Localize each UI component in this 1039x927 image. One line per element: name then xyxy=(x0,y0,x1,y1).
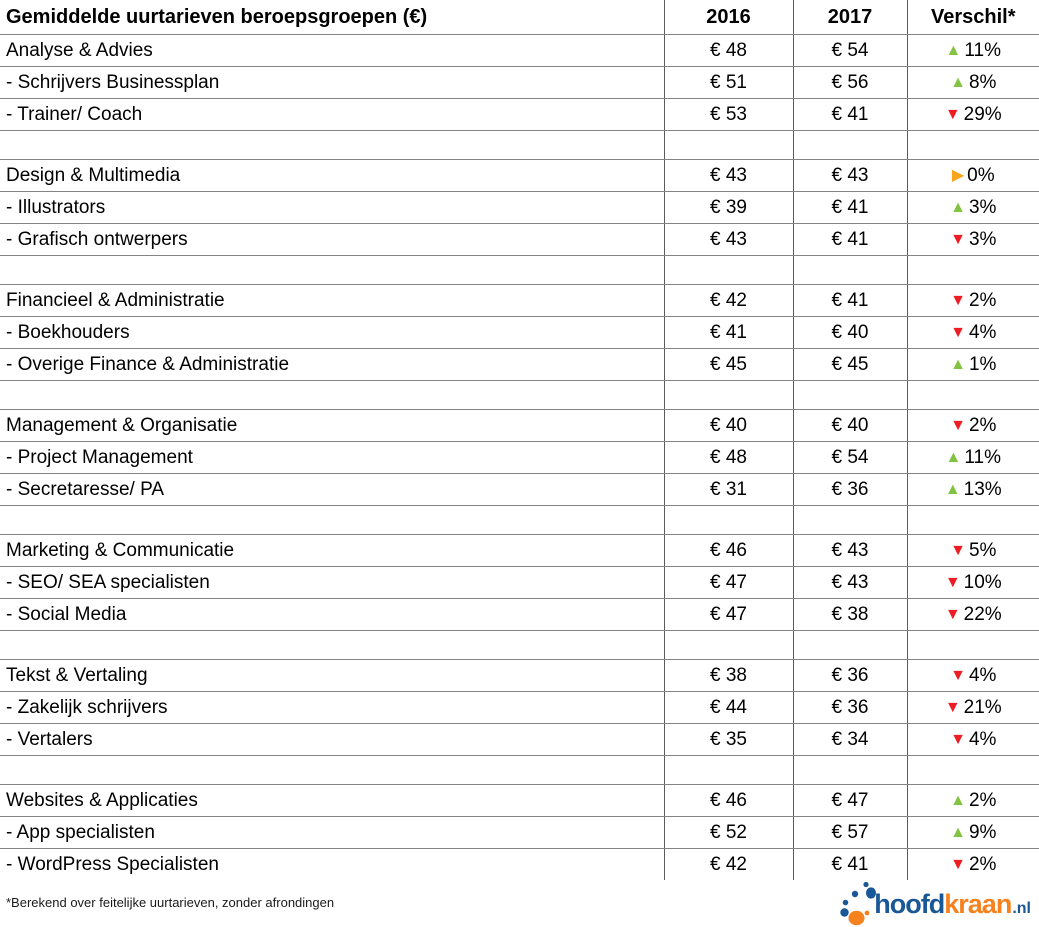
change-cell xyxy=(907,98,1039,130)
rate-2016: € 31 xyxy=(664,473,793,505)
row-label-group: Tekst & Vertaling xyxy=(0,659,664,691)
change-cell xyxy=(907,691,1039,723)
table-row xyxy=(0,566,1039,598)
change-percent: 11% xyxy=(964,446,1001,468)
table-row xyxy=(0,191,1039,223)
spacer-row xyxy=(0,505,1039,534)
spacer-cell xyxy=(793,130,907,159)
rate-2016: € 42 xyxy=(664,284,793,316)
rate-2016: € 51 xyxy=(664,66,793,98)
spacer-row xyxy=(0,130,1039,159)
row-label-sub: - WordPress Specialisten xyxy=(6,853,219,875)
up-triangle-icon: ▲ xyxy=(950,355,966,373)
change-percent: 29% xyxy=(963,103,1002,125)
spacer-cell xyxy=(664,380,793,409)
rate-2017: € 43 xyxy=(793,534,907,566)
column-header-2016: 2016 xyxy=(664,0,793,34)
table-body xyxy=(0,34,1039,880)
change-cell xyxy=(907,534,1039,566)
table-row xyxy=(0,284,1039,316)
change-percent: 5% xyxy=(968,539,997,561)
change-percent: 21% xyxy=(963,696,1002,718)
spacer-row xyxy=(0,755,1039,784)
change-percent: 22% xyxy=(963,603,1002,625)
logo-word-nl: .nl xyxy=(1012,900,1031,917)
row-label-group: Management & Organisatie xyxy=(0,409,664,441)
rate-2017: € 57 xyxy=(793,816,907,848)
rate-2016: € 38 xyxy=(664,659,793,691)
table-row xyxy=(0,816,1039,848)
spacer-cell xyxy=(0,755,664,784)
down-triangle-icon: ▼ xyxy=(950,541,966,559)
down-triangle-icon: ▼ xyxy=(950,416,966,434)
spacer-cell xyxy=(664,255,793,284)
rate-2017: € 47 xyxy=(793,784,907,816)
row-label-sub: - Grafisch ontwerpers xyxy=(0,223,664,255)
change-percent: 2% xyxy=(968,414,997,436)
column-header-2017: 2017 xyxy=(793,0,907,34)
rate-2016: € 48 xyxy=(664,34,793,66)
change-cell xyxy=(907,848,1039,880)
logo-word-hoofd: hoofd xyxy=(874,889,945,919)
down-triangle-icon: ▼ xyxy=(944,573,961,591)
spacer-cell xyxy=(793,505,907,534)
header-row xyxy=(0,0,1039,34)
change-cell xyxy=(907,66,1039,98)
spacer-cell xyxy=(664,630,793,659)
change-percent: 4% xyxy=(968,728,997,750)
spacer-cell xyxy=(0,255,664,284)
change-percent: 0% xyxy=(967,164,995,186)
change-cell xyxy=(907,191,1039,223)
rate-2017: € 40 xyxy=(793,409,907,441)
change-cell xyxy=(907,816,1039,848)
rate-2017: € 41 xyxy=(793,284,907,316)
change-cell xyxy=(907,34,1039,66)
table-row xyxy=(0,223,1039,255)
change-cell xyxy=(907,723,1039,755)
spacer-cell xyxy=(0,505,664,534)
spacer-cell xyxy=(907,755,1039,784)
rate-2016: € 39 xyxy=(664,191,793,223)
table-row xyxy=(0,98,1039,130)
rate-2017: € 36 xyxy=(793,691,907,723)
flat-triangle-icon: ▶ xyxy=(951,166,965,184)
table-row xyxy=(0,473,1039,505)
down-triangle-icon: ▼ xyxy=(944,698,961,716)
rate-2017: € 45 xyxy=(793,348,907,380)
row-label-sub: - Boekhouders xyxy=(0,316,664,348)
up-triangle-icon: ▲ xyxy=(950,823,966,841)
down-triangle-icon: ▼ xyxy=(950,855,966,873)
spacer-cell xyxy=(664,130,793,159)
row-label-group: Financieel & Administratie xyxy=(0,284,664,316)
table-row xyxy=(0,66,1039,98)
column-header-verschil: Verschil* xyxy=(907,0,1039,34)
rate-2017: € 41 xyxy=(793,191,907,223)
spacer-cell xyxy=(907,380,1039,409)
change-cell xyxy=(907,284,1039,316)
table-title: Gemiddelde uurtarieven beroepsgroepen (€) xyxy=(0,0,664,34)
logo-word-kraan: kraan xyxy=(944,889,1012,919)
spacer-cell xyxy=(793,380,907,409)
rate-2016: € 53 xyxy=(664,98,793,130)
rate-2016: € 35 xyxy=(664,723,793,755)
change-cell xyxy=(907,409,1039,441)
rate-2017: € 38 xyxy=(793,598,907,630)
row-label-group: Design & Multimedia xyxy=(0,159,664,191)
rate-2016: € 52 xyxy=(664,816,793,848)
spacer-cell xyxy=(0,380,664,409)
spacer-cell xyxy=(907,130,1039,159)
rate-2017: € 36 xyxy=(793,473,907,505)
rate-2016: € 41 xyxy=(664,316,793,348)
table-row xyxy=(0,534,1039,566)
table-row xyxy=(0,784,1039,816)
change-percent: 2% xyxy=(968,853,997,875)
down-triangle-icon: ▼ xyxy=(950,666,966,684)
footer xyxy=(0,879,1039,927)
up-triangle-icon: ▲ xyxy=(950,73,966,91)
rate-2016: € 45 xyxy=(664,348,793,380)
rate-2017: € 36 xyxy=(793,659,907,691)
rate-2016: € 46 xyxy=(664,784,793,816)
change-percent: 2% xyxy=(968,789,997,811)
change-percent: 13% xyxy=(963,478,1002,500)
rate-2017: € 54 xyxy=(793,34,907,66)
change-cell xyxy=(907,348,1039,380)
row-label-sub: - Zakelijk schrijvers xyxy=(0,691,664,723)
change-cell xyxy=(907,316,1039,348)
table-row xyxy=(0,848,1039,880)
down-triangle-icon: ▼ xyxy=(944,105,961,123)
rate-2016: € 42 xyxy=(664,848,793,880)
rate-2016: € 40 xyxy=(664,409,793,441)
hoofdkraan-logo xyxy=(838,880,1031,926)
down-triangle-icon: ▼ xyxy=(950,323,966,341)
rate-2017: € 56 xyxy=(793,66,907,98)
spacer-cell xyxy=(907,505,1039,534)
spacer-cell xyxy=(664,505,793,534)
rate-2017: € 41 xyxy=(793,98,907,130)
change-cell xyxy=(907,441,1039,473)
spacer-cell xyxy=(0,130,664,159)
row-label-sub: - App specialisten xyxy=(0,816,664,848)
table-row xyxy=(0,348,1039,380)
change-percent: 3% xyxy=(968,228,997,250)
table-row xyxy=(0,159,1039,191)
change-percent: 4% xyxy=(968,321,997,343)
change-percent: 8% xyxy=(968,71,997,93)
down-triangle-icon: ▼ xyxy=(944,605,961,623)
table-row xyxy=(0,409,1039,441)
rate-2017: € 41 xyxy=(793,223,907,255)
row-label-group: Analyse & Advies xyxy=(0,34,664,66)
rate-2016: € 44 xyxy=(664,691,793,723)
spacer-cell xyxy=(0,630,664,659)
rate-2017: € 43 xyxy=(793,159,907,191)
spacer-cell xyxy=(793,755,907,784)
spacer-row xyxy=(0,380,1039,409)
change-percent: 9% xyxy=(968,821,997,843)
row-label-sub: - Social Media xyxy=(0,598,664,630)
up-triangle-icon: ▲ xyxy=(945,41,962,59)
row-label-sub: - Vertalers xyxy=(0,723,664,755)
hoofdkraan-logo-text xyxy=(874,889,1031,926)
up-triangle-icon: ▲ xyxy=(950,198,966,216)
spacer-cell xyxy=(793,255,907,284)
row-label-sub: - Overige Finance & Administratie xyxy=(0,348,664,380)
rate-2017: € 34 xyxy=(793,723,907,755)
spacer-cell xyxy=(793,630,907,659)
rate-2017: € 54 xyxy=(793,441,907,473)
rate-2016: € 47 xyxy=(664,598,793,630)
row-label-sub: - SEO/ SEA specialisten xyxy=(0,566,664,598)
change-cell xyxy=(907,784,1039,816)
table-row xyxy=(0,598,1039,630)
down-triangle-icon: ▼ xyxy=(950,291,966,309)
table-row xyxy=(0,691,1039,723)
row-label-sub: - Secretaresse/ PA xyxy=(0,473,664,505)
row-label-sub: - Illustrators xyxy=(0,191,664,223)
change-cell xyxy=(907,473,1039,505)
change-percent: 4% xyxy=(968,664,997,686)
change-cell xyxy=(907,566,1039,598)
rate-2016: € 46 xyxy=(664,534,793,566)
row-label-group: Marketing & Communicatie xyxy=(0,534,664,566)
rate-2017: € 40 xyxy=(793,316,907,348)
spacer-cell xyxy=(907,630,1039,659)
row-label-sub: - Schrijvers Businessplan xyxy=(0,66,664,98)
change-percent: 11% xyxy=(964,39,1001,61)
down-triangle-icon: ▼ xyxy=(950,230,966,248)
change-cell xyxy=(907,159,1039,191)
rate-2016: € 47 xyxy=(664,566,793,598)
rate-2017: € 43 xyxy=(793,566,907,598)
table-row xyxy=(0,34,1039,66)
change-cell xyxy=(907,659,1039,691)
change-cell xyxy=(907,223,1039,255)
up-triangle-icon: ▲ xyxy=(950,791,966,809)
rate-2017: € 41 xyxy=(793,848,907,880)
row-label-sub: - Project Management xyxy=(0,441,664,473)
table-row xyxy=(0,659,1039,691)
table-row xyxy=(0,723,1039,755)
row-label-sub: - Trainer/ Coach xyxy=(0,98,664,130)
up-triangle-icon: ▲ xyxy=(945,448,962,466)
change-percent: 3% xyxy=(968,196,997,218)
spacer-cell xyxy=(664,755,793,784)
down-triangle-icon: ▼ xyxy=(950,730,966,748)
spacer-row xyxy=(0,255,1039,284)
change-cell xyxy=(907,598,1039,630)
rate-2016: € 48 xyxy=(664,441,793,473)
change-percent: 2% xyxy=(968,289,997,311)
table-row xyxy=(0,316,1039,348)
change-percent: 1% xyxy=(968,353,997,375)
spacer-row xyxy=(0,630,1039,659)
rate-2016: € 43 xyxy=(664,159,793,191)
rate-2016: € 43 xyxy=(664,223,793,255)
table-row xyxy=(0,441,1039,473)
row-label-group: Websites & Applicaties xyxy=(0,784,664,816)
footnote: *Berekend over feitelijke uurtarieven, zonder afrondingen xyxy=(6,895,335,910)
up-triangle-icon: ▲ xyxy=(944,480,961,498)
change-percent: 10% xyxy=(963,571,1002,593)
hoofdkraan-tap-icon xyxy=(838,880,878,926)
spacer-cell xyxy=(907,255,1039,284)
